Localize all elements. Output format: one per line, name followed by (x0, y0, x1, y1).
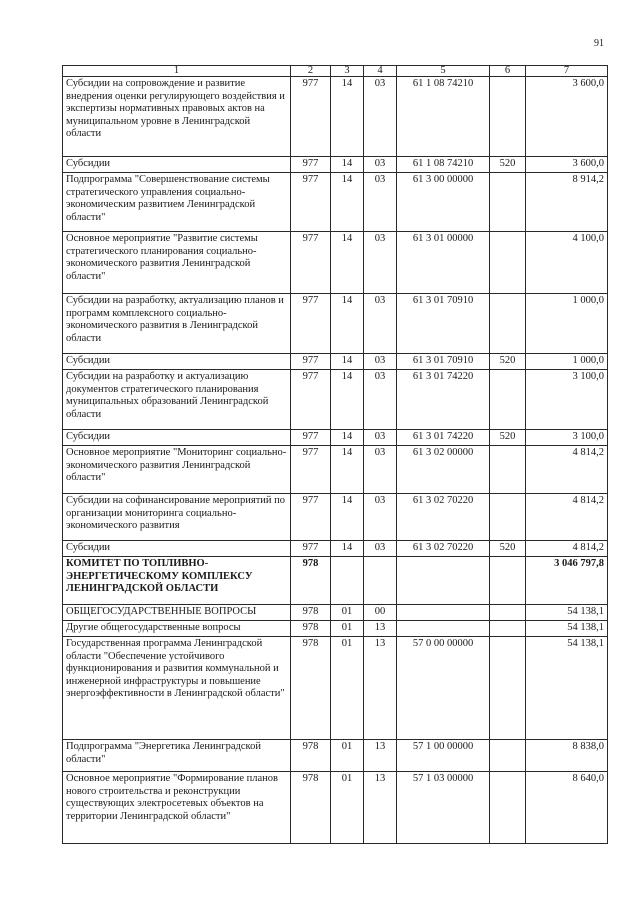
department-code-cell: 977 (291, 370, 331, 430)
department-code-cell: 977 (291, 294, 331, 354)
column-header: 5 (397, 66, 490, 77)
section-cell: 14 (331, 173, 364, 232)
row-name-cell: Основное мероприятие "Развитие системы стратегического планирования социально-экономического развития Ленинградской области" (63, 232, 291, 294)
row-name-cell: Основное мероприятие "Формирование планов нового строительства и реконструкции существующих электросетевых объектов на территории Ленинградской области" (63, 772, 291, 844)
row-name-cell: Субсидии (63, 430, 291, 446)
row-name-cell: Субсидии на разработку и актуализацию документов стратегического планирования муниципальных образований Ленинградской области (63, 370, 291, 430)
section-cell: 14 (331, 430, 364, 446)
amount-cell: 3 100,0 (526, 370, 608, 430)
table-row (63, 772, 608, 844)
department-code-cell: 978 (291, 637, 331, 740)
expense-type-cell (490, 772, 526, 844)
expense-type-cell: 520 (490, 541, 526, 557)
amount-cell: 54 138,1 (526, 637, 608, 740)
target-article-cell: 61 1 08 74210 (397, 77, 490, 157)
expense-type-cell (490, 294, 526, 354)
subsection-cell: 03 (364, 294, 397, 354)
amount-cell: 3 100,0 (526, 430, 608, 446)
subsection-cell: 03 (364, 354, 397, 370)
department-code-cell: 978 (291, 605, 331, 621)
amount-cell: 8 914,2 (526, 173, 608, 232)
subsection-cell (364, 557, 397, 605)
target-article-cell: 61 3 01 70910 (397, 294, 490, 354)
subsection-cell: 13 (364, 772, 397, 844)
amount-cell: 4 814,2 (526, 494, 608, 541)
amount-cell: 4 814,2 (526, 446, 608, 494)
table-row (63, 77, 608, 157)
section-cell: 01 (331, 637, 364, 740)
target-article-cell (397, 621, 490, 637)
target-article-cell: 61 3 01 00000 (397, 232, 490, 294)
department-code-cell: 977 (291, 173, 331, 232)
section-cell: 14 (331, 494, 364, 541)
row-name-cell: Субсидии на сопровождение и развитие внедрения оценки регулирующего воздействия и экспертизы нормативных правовых актов на муниципальном уровне в Ленинградской области (63, 77, 291, 157)
amount-cell: 8 640,0 (526, 772, 608, 844)
page-number: 91 (594, 38, 604, 49)
amount-cell: 54 138,1 (526, 605, 608, 621)
subsection-cell: 13 (364, 621, 397, 637)
expense-type-cell: 520 (490, 430, 526, 446)
subsection-cell: 03 (364, 446, 397, 494)
expense-type-cell (490, 621, 526, 637)
section-cell: 14 (331, 232, 364, 294)
section-cell: 01 (331, 772, 364, 844)
expense-type-cell (490, 637, 526, 740)
subsection-cell: 00 (364, 605, 397, 621)
row-name-cell: Субсидии на софинансирование мероприятий по организации мониторинга социально-экономического развития (63, 494, 291, 541)
column-header: 7 (526, 66, 608, 77)
column-header: 2 (291, 66, 331, 77)
target-article-cell: 61 3 01 74220 (397, 370, 490, 430)
amount-cell: 3 600,0 (526, 77, 608, 157)
table-row (63, 173, 608, 232)
target-article-cell: 57 1 03 00000 (397, 772, 490, 844)
section-cell: 14 (331, 370, 364, 430)
table-row (63, 157, 608, 173)
row-name-cell: КОМИТЕТ ПО ТОПЛИВНО-ЭНЕРГЕТИЧЕСКОМУ КОМПЛЕКСУ ЛЕНИНГРАДСКОЙ ОБЛАСТИ (63, 557, 291, 605)
row-name-cell: Государственная программа Ленинградской области "Обеспечение устойчивого функционирования и развития коммунальной и инженерной инфраструктуры и повышение энергоэффективности в Ленинградской области" (63, 637, 291, 740)
row-name-cell: Субсидии (63, 157, 291, 173)
expense-type-cell: 520 (490, 354, 526, 370)
department-code-cell: 978 (291, 740, 331, 772)
table-row (63, 494, 608, 541)
section-cell: 14 (331, 354, 364, 370)
row-name-cell: Другие общегосударственные вопросы (63, 621, 291, 637)
subsection-cell: 03 (364, 77, 397, 157)
department-code-cell: 977 (291, 354, 331, 370)
expense-type-cell (490, 232, 526, 294)
subsection-cell: 03 (364, 541, 397, 557)
department-code-cell: 977 (291, 157, 331, 173)
expense-type-cell (490, 740, 526, 772)
target-article-cell (397, 605, 490, 621)
expense-type-cell: 520 (490, 157, 526, 173)
subsection-cell: 03 (364, 232, 397, 294)
amount-cell: 54 138,1 (526, 621, 608, 637)
amount-cell: 1 000,0 (526, 354, 608, 370)
row-name-cell: Подпрограмма "Совершенствование системы стратегического управления социально-экономическим развитием Ленинградской области" (63, 173, 291, 232)
table-row (63, 740, 608, 772)
target-article-cell: 57 0 00 00000 (397, 637, 490, 740)
section-cell: 01 (331, 605, 364, 621)
table-row (63, 637, 608, 740)
row-name-cell: Субсидии (63, 354, 291, 370)
subsection-cell: 03 (364, 370, 397, 430)
subsection-cell: 03 (364, 157, 397, 173)
expense-type-cell (490, 494, 526, 541)
section-cell: 14 (331, 541, 364, 557)
table-row (63, 557, 608, 605)
subsection-cell: 03 (364, 494, 397, 541)
expense-type-cell (490, 370, 526, 430)
section-cell: 14 (331, 77, 364, 157)
section-cell: 14 (331, 157, 364, 173)
target-article-cell: 61 3 02 00000 (397, 446, 490, 494)
column-header: 1 (63, 66, 291, 77)
department-code-cell: 977 (291, 232, 331, 294)
expense-type-cell (490, 557, 526, 605)
amount-cell: 3 600,0 (526, 157, 608, 173)
section-cell (331, 557, 364, 605)
table-row (63, 621, 608, 637)
department-code-cell: 977 (291, 494, 331, 541)
department-code-cell: 977 (291, 77, 331, 157)
amount-cell: 4 100,0 (526, 232, 608, 294)
target-article-cell: 61 3 02 70220 (397, 541, 490, 557)
row-name-cell: Субсидии на разработку, актуализацию планов и программ комплексного социально-экономического развития в Ленинградской области (63, 294, 291, 354)
column-header: 6 (490, 66, 526, 77)
table-row (63, 541, 608, 557)
target-article-cell: 61 3 00 00000 (397, 173, 490, 232)
row-name-cell: ОБЩЕГОСУДАРСТВЕННЫЕ ВОПРОСЫ (63, 605, 291, 621)
target-article-cell (397, 557, 490, 605)
subsection-cell: 13 (364, 740, 397, 772)
department-code-cell: 978 (291, 621, 331, 637)
target-article-cell: 61 3 01 70910 (397, 354, 490, 370)
table-row (63, 294, 608, 354)
row-name-cell: Основное мероприятие "Мониторинг социально-экономического развития Ленинградской области" (63, 446, 291, 494)
table-row (63, 232, 608, 294)
subsection-cell: 03 (364, 430, 397, 446)
table-header-row (63, 66, 608, 77)
table-row (63, 446, 608, 494)
section-cell: 14 (331, 294, 364, 354)
row-name-cell: Субсидии (63, 541, 291, 557)
column-header: 3 (331, 66, 364, 77)
budget-table (62, 65, 608, 844)
expense-type-cell (490, 77, 526, 157)
section-cell: 01 (331, 740, 364, 772)
department-code-cell: 977 (291, 541, 331, 557)
amount-cell: 3 046 797,8 (526, 557, 608, 605)
department-code-cell: 977 (291, 446, 331, 494)
department-code-cell: 978 (291, 557, 331, 605)
amount-cell: 1 000,0 (526, 294, 608, 354)
section-cell: 14 (331, 446, 364, 494)
subsection-cell: 03 (364, 173, 397, 232)
table-row (63, 430, 608, 446)
target-article-cell: 61 3 01 74220 (397, 430, 490, 446)
expense-type-cell (490, 173, 526, 232)
target-article-cell: 57 1 00 00000 (397, 740, 490, 772)
expense-type-cell (490, 605, 526, 621)
table-row (63, 354, 608, 370)
department-code-cell: 977 (291, 430, 331, 446)
target-article-cell: 61 3 02 70220 (397, 494, 490, 541)
table-row (63, 605, 608, 621)
section-cell: 01 (331, 621, 364, 637)
table-row (63, 370, 608, 430)
amount-cell: 4 814,2 (526, 541, 608, 557)
row-name-cell: Подпрограмма "Энергетика Ленинградской области" (63, 740, 291, 772)
target-article-cell: 61 1 08 74210 (397, 157, 490, 173)
department-code-cell: 978 (291, 772, 331, 844)
column-header: 4 (364, 66, 397, 77)
subsection-cell: 13 (364, 637, 397, 740)
amount-cell: 8 838,0 (526, 740, 608, 772)
expense-type-cell (490, 446, 526, 494)
